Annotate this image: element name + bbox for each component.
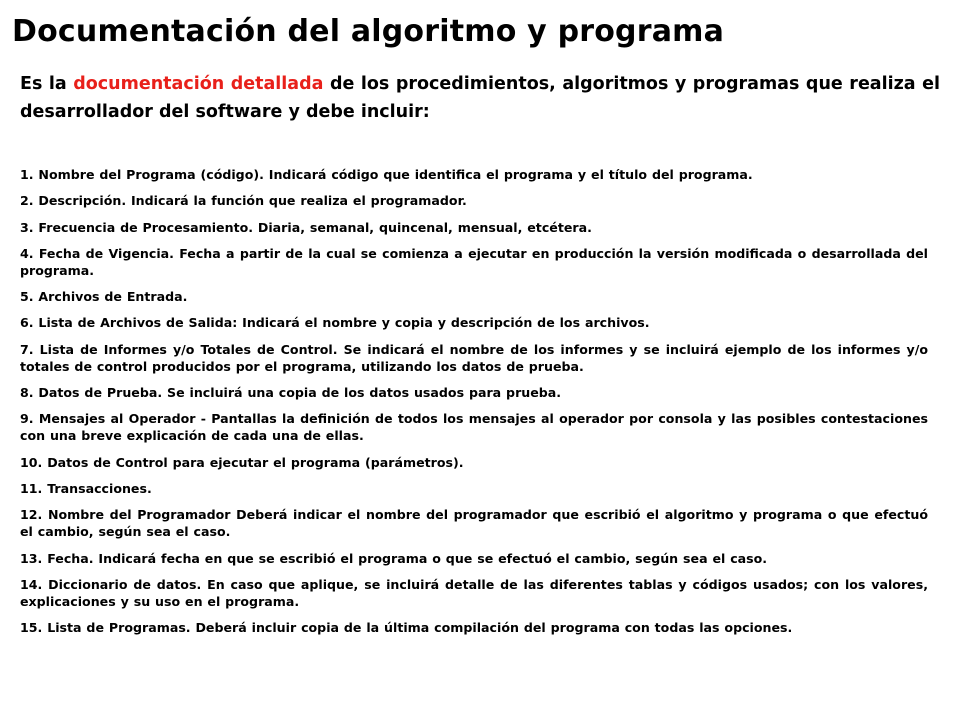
list-item: 5. Archivos de Entrada. [20, 289, 188, 305]
list-item: 1. Nombre del Programa (código). Indicará código que identifica el programa y el título del programa. [20, 167, 753, 182]
list-item: 11. Transacciones. [20, 480, 152, 496]
list-item: 2. Descripción. Indicará la función que realiza el programador. [20, 193, 467, 209]
list-item: 15. Lista de Programas. Deberá incluir copia de la última compilación del programa con todas las opciones. [20, 620, 793, 636]
list-item: 4. Fecha de Vigencia. Fecha a partir de la cual se comienza a ejecutar en producción la versión modificada o desarrollada del programa. [20, 245, 928, 278]
list-item: 12. Nombre del Programador Deberá indicar el nombre del programador que escribió el algoritmo y programa o que efectuó el cambio, según sea el caso. [20, 507, 928, 540]
list-item: 7. Lista de Informes y/o Totales de Control. Se indicará el nombre de los informes y se incluirá ejemplo de los informes y/o totales de control producidos por el programa, utilizando los datos de prueba. [20, 341, 928, 374]
requirements-list [20, 166, 928, 645]
intro-paragraph [20, 70, 940, 126]
list-item: 6. Lista de Archivos de Salida: Indicará el nombre y copia y descripción de los archivos. [20, 315, 650, 331]
list-item: 3. Frecuencia de Procesamiento. Diaria, semanal, quincenal, mensual, etcétera. [20, 219, 592, 235]
slide-title: Documentación del algoritmo y programa [12, 14, 725, 49]
list-item: 14. Diccionario de datos. En caso que aplique, se incluirá detalle de las diferentes tablas y códigos usados; con los valores, explicaciones y su uso en el programa. [20, 576, 928, 609]
list-item: 9. Mensajes al Operador - Pantallas la definición de todos los mensajes al operador por consola y las posibles contestaciones con una breve explicación de cada una de ellas. [20, 411, 928, 444]
list-item: 13. Fecha. Indicará fecha en que se escribió el programa o que se efectuó el cambio, según sea el caso. [20, 550, 768, 566]
list-item: 8. Datos de Prueba. Se incluirá una copia de los datos usados para prueba. [20, 385, 562, 401]
intro-text-start: Es la [20, 74, 74, 94]
intro-highlight: documentación detallada [73, 74, 324, 94]
list-item: 10. Datos de Control para ejecutar el programa (parámetros). [20, 454, 464, 470]
intro-text-end: de los procedimientos, algoritmos y programas que realiza el desarrollador del software y debe incluir: [20, 74, 940, 122]
